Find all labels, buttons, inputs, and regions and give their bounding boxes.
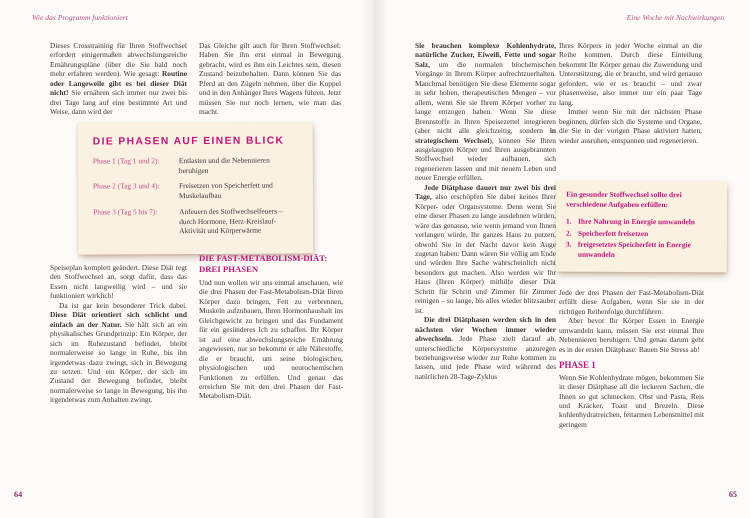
left-col1-bottom <box>50 263 187 405</box>
running-head-right: Eine Woche mit Nachwirkungen <box>626 13 724 22</box>
paragraph: Aber bevor Ihr Körper Essen in Energie umwandeln kann, müssen Sie erst einmal Ihre Nebennieren beruhigen. Und genau darum geht es in der ersten Diätphase: Bauen Sie Stress ab! <box>559 316 704 354</box>
page-number-left: 64 <box>14 490 23 499</box>
phases-box-title: DIE PHASEN AUF EINEN BLICK <box>92 135 285 148</box>
paragraph: Sie brauchen komplexe Kohlenhydrate, natürliche Zucker, Eiweiß, Fette und sogar Salz, um die normalen biochemischen Vorgänge in Ihrem Körper aufrechtzuerhalten. Manchmal benötigen Sie diese Elemente sogar in sehr hohen, therapeutischen Mengen – vor allem, wenn Sie sie Ihrem Körper vorher zu lange entzogen haben. Wenn Sie diese Brennstoffe in Ihren Speisezettel integrieren (aber nicht alle gleichzeitig, sondern in strategischem Wechsel), können Sie Ihren ausgelaugten Körper und Ihren ausgebrannten Stoffwechsel wieder aufbauen, sich regenerieren lassen und mit neuem Leben und neuer Energie erfüllen. <box>415 41 556 183</box>
phases-overview-box <box>78 121 314 254</box>
phase-label: Phase 2 (Tag 3 und 4): <box>92 181 160 191</box>
paragraph: Jede Diätphase dauert nur zwei bis drei Tage, also erschöpfen Sie dabei keines Ihrer Körper- oder Organsysteme. Denn wenn Sie eine dieser Phasen zu lange ausdehnen würden, wäre das genauso, wie wenn jemand von Ihnen verlangen würde, Ihr ganzes Haus zu putzen, obwohl Sie in der Nacht davor kein Auge zugetan haben: Dann wären Sie völlig am Ende und würden Ihre Sache wahrscheinlich nicht besonders gut machen. Also werden wir Ihr Haus (Ihren Körper) mithilfe dieser Diät Schritt für Schritt und Zimmer für Zimmer reinigen – so lange, bis alles wieder blitzsauber ist. <box>415 182 556 315</box>
task-text: Speicherfett freisetzen <box>577 228 649 238</box>
paragraph: Speiseplan komplett geändert. Diese Diät regt den Stoffwechsel an, sorgt dafür, dass das Essen nicht langweilig wird – und sie funktioniert wirklich! <box>50 263 187 301</box>
phase-row <box>93 181 297 201</box>
task-item <box>566 228 717 238</box>
left-col1-top <box>50 41 187 117</box>
tasks-box-intro: Ein gesunder Stoffwechsel sollte drei verschiedene Aufgaben erfüllen: <box>566 189 682 209</box>
running-head-left: Wie das Programm funktioniert <box>32 13 128 22</box>
task-number: 2. <box>565 228 572 238</box>
phase-label: Phase 1 (Tag 1 und 2): <box>92 156 160 166</box>
left-col2-top <box>199 41 341 117</box>
paragraph: Dieses Crosstraining für Ihren Stoffwechsel erfordert einigermaßen abwechslungsreiche Ernährungspläne (über die Sie bald noch mehr erfahren werden). Wie gesagt: Routine oder Langeweile gibt es bei dieser Diät nicht! Sie ernähren sich immer nur zwei bis drei Tage lang auf eine bestimmte Art und Weise, dann wird der <box>50 41 187 117</box>
paragraph: Und nun wollen wir uns einmal anschauen, wie die drei Phasen der Fast-Metabolism-Diät Ihren Körper dazu bringen, Fett zu verbrennen, Muskeln aufzubauen, Ihren Hormonhaushalt ins Gleichgewicht zu bringen und das Fundament für ein gesünderes Ich zu schaffen. Ihr Körper ist auf eine abwechslungsreiche Ernährung angewiesen, nur so bekommt er alle Nährstoffe, die er braucht, um seine biologischen, physiologischen und neurochemischen Funktionen zu erfüllen. Und genau das erreichen Sie mit den drei Phasen der Fast-Metabolism-Diät. <box>199 278 343 401</box>
phase-text: Entlasten und die Nebennieren beruhigen <box>178 155 270 175</box>
task-text: freigesetztes Speicherfett in Energie umwandeln <box>577 240 691 259</box>
paragraph: Das Gleiche gilt auch für Ihren Stoffwechsel: Haben Sie ihn erst einmal in Bewegung gebracht, wird es ihm ein Leichtes sein, diesen Zustand beizubehalten. Dann können Sie das Pferd an den Zügeln nehmen, über die Koppel und in den Anhänger Ihres Wagens führen. Jetzt müssen Sie nur noch lernen, wie man das macht. <box>199 41 341 117</box>
phase-row <box>93 206 297 236</box>
paragraph: Da ist gar kein besonderer Trick dabei. Diese Diät orientiert sich schlicht und einfach an der Natur. Sie hält sich an ein physikalisches Grundprinzip: Ein Körper, der sich im Ruhezustand befindet, bleibt normalerweise so lange in Ruhe, bis ihn irgendetwas dazu zwingt, sich in Bewegung zu setzen. Und ein Körper, der sich im Zustand der Bewegung befindet, bleibt normalerweise so lange in Bewegung, bis ihn irgendetwas zum Anhalten zwingt. <box>50 300 187 405</box>
phase-label: Phase 3 (Tag 5 bis 7): <box>93 207 158 217</box>
task-number: 3. <box>565 240 572 250</box>
paragraph: Jede der drei Phasen der Fast-Metabolism-Diät erfüllt diese Aufgaben, wenn Sie sie in der richtigen Reihenfolge durchführen. <box>559 288 704 316</box>
task-item <box>566 217 717 227</box>
task-item <box>566 240 717 260</box>
right-col2-bottom <box>559 288 704 429</box>
phase-text: Anfeuern des Stoffwechselfeuers – durch Hormone, Herz-Kreislauf-Aktivität und Körperwärme <box>179 206 283 236</box>
section-heading-phase1: PHASE 1 <box>559 360 596 371</box>
page-number-right: 65 <box>728 490 737 499</box>
right-col2-top <box>559 41 702 145</box>
phase-row <box>93 155 297 175</box>
paragraph: Wenn Sie Kohlenhydrate mögen, bekommen Sie in dieser Diätphase all die leckeren Sachen, die Ihnen so gut schmecken: Obst und Pasta, Reis und Kräcker, Toast und Brezeln. Diese kohlenhydratreichen, fettarmen Lebensmittel mit geringem <box>559 372 704 429</box>
paragraph: Die drei Diätphasen werden sich in den nächsten vier Wochen immer wieder abwechseln. Jede Phase zielt darauf ab, unterschiedliche Körpersysteme anzuregen beziehungsweise wieder zur Ruhe kommen zu lassen, und jede Phase wird während des natürlichen 28-Tage-Zyklus <box>415 315 556 381</box>
phase-text: Freisetzen von Speicherfett und Muskelaufbau <box>178 181 273 201</box>
right-col1 <box>415 41 556 381</box>
left-col2-bottom <box>199 253 343 401</box>
paragraph: Immer wenn Sie mit der nächsten Phase beginnen, dürfen sich die Systeme und Organe, die Sie in der vorigen Phase aktiviert hatten, wieder ausruhen, entspannen und regenerieren. <box>559 107 702 145</box>
section-heading-fast-metabolism: DIE FAST-METABOLISM-DIÄT: DREI PHASEN <box>199 253 328 274</box>
metabolism-tasks-box <box>556 181 727 272</box>
task-number: 1. <box>566 216 572 226</box>
task-text: Ihre Nahrung in Energie umwandeln <box>578 216 695 227</box>
page-gutter-shadow <box>362 0 388 518</box>
paragraph: Ihres Körpers in jeder Woche einmal an die Reihe kommen. Durch diese Einteilung bekommt Ihr Körper genau die Zuwendung und Unterstützung, die er braucht, und wird genauso gefordert, wie er es braucht – und zwar phasenweise, also immer nur ein paar Tage lang. <box>559 41 702 107</box>
